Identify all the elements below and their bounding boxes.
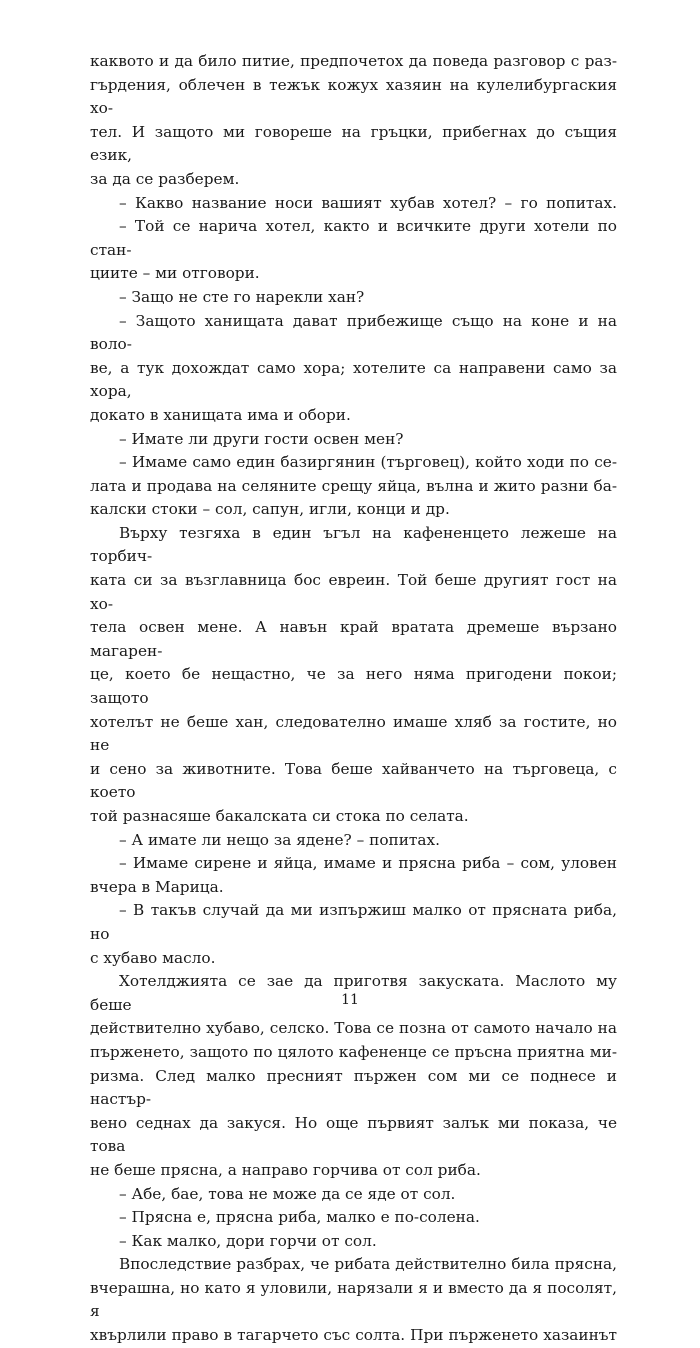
- text-line: – Имаме сирене и яйца, имаме и прясна риба – сом, уловен: [119, 854, 617, 873]
- text-line: – Прясна е, прясна риба, малко е по-солена.: [119, 1208, 480, 1227]
- text-line: ката си за възглавница бос евреин. Той беше другият гост на хо-: [90, 571, 617, 613]
- text-line: и сено за животните. Това беше хайванчето на търговеца, с което: [90, 759, 617, 802]
- text-line: – Имаме само един базиргянин (търговец), който ходи по се-: [119, 453, 617, 472]
- text-line: циите – ми отговори.: [90, 264, 260, 283]
- text-line: той разнасяше бакалската си стока по селата.: [90, 807, 469, 825]
- text-line: вчера в Марица.: [90, 877, 224, 896]
- body-text: [90, 50, 617, 1348]
- text-line: Хотелджията се зае да приготвя закуската. Маслото му беше: [90, 972, 617, 1014]
- text-line: тела освен мене. А навън край вратата дремеше вързано магарен-: [90, 618, 617, 660]
- text-line: за да се разберем.: [90, 169, 240, 188]
- text-line: – Абе, бае, това не може да се яде от сол.: [119, 1184, 456, 1203]
- page-number: 11: [341, 992, 359, 1008]
- text-line: Впоследствие разбрах, че рибата действително била прясна,: [119, 1255, 617, 1274]
- text-line: ризма. След малко пресният пържен сом ми се поднесе и настър-: [90, 1066, 617, 1109]
- text-line: – Как малко, дори горчи от сол.: [119, 1231, 377, 1250]
- text-line: лата и продава на селяните срещу яйца, вълна и жито разни ба-: [90, 476, 617, 495]
- text-line: каквото и да било питие, предпочетох да поведа разговор с раз-: [90, 52, 617, 70]
- text-line: тел. И защото ми говореше на гръцки, прибегнах до същия език,: [90, 122, 617, 165]
- text-line: докато в ханищата има и обори.: [90, 405, 351, 424]
- text-line: – А имате ли нещо за ядене? – попитах.: [119, 830, 441, 849]
- text-line: Върху тезгяха в един ъгъл на кафененцето лежеше на торбич-: [90, 523, 617, 566]
- text-line: не беше прясна, а направо горчива от сол риба.: [90, 1160, 481, 1179]
- text-line: – Какво название носи вашият хубав хотел? – го попитах.: [119, 193, 617, 212]
- text-line: калски стоки – сол, сапун, игли, конци и др.: [90, 500, 450, 519]
- text-line: – Имате ли други гости освен мен?: [119, 429, 404, 448]
- text-line: гърдения, облечен в тежък кожух хазяин на кулелибургаския хо-: [90, 75, 617, 118]
- text-line: – Защото ханищата дават прибежище също на коне и на воло-: [90, 311, 617, 354]
- text-line: ве, а тук дохождат само хора; хотелите са направени само за хора,: [90, 358, 617, 401]
- text-line: – Той се нарича хотел, както и всичките други хотели по стан-: [90, 217, 617, 259]
- text-line: хотелът не беше хан, следователно имаше хляб за гостите, но не: [90, 712, 617, 755]
- text-line: пърженето, защото по цялото кафененце се пръсна приятна ми-: [90, 1042, 617, 1061]
- text-line: – Защо не сте го нарекли хан?: [119, 287, 365, 306]
- text-line: действително хубаво, селско. Това се позна от самото начало на: [90, 1019, 617, 1038]
- text-line: вчерашна, но като я уловили, нарязали я и вместо да я посолят, я: [90, 1278, 617, 1321]
- text-line: це, което бе нещастно, че за него няма пригодени покои; защото: [90, 665, 617, 708]
- text-line: вено седнах да закуся. Но още първият залък ми показа, че това: [90, 1113, 617, 1156]
- text-line: хвърлили право в тагарчето със солта. При пърженето хазаинът: [90, 1326, 617, 1345]
- text-line: с хубаво масло.: [90, 948, 216, 967]
- text-line: – В такъв случай да ми изпържиш малко от прясната риба, но: [90, 901, 617, 943]
